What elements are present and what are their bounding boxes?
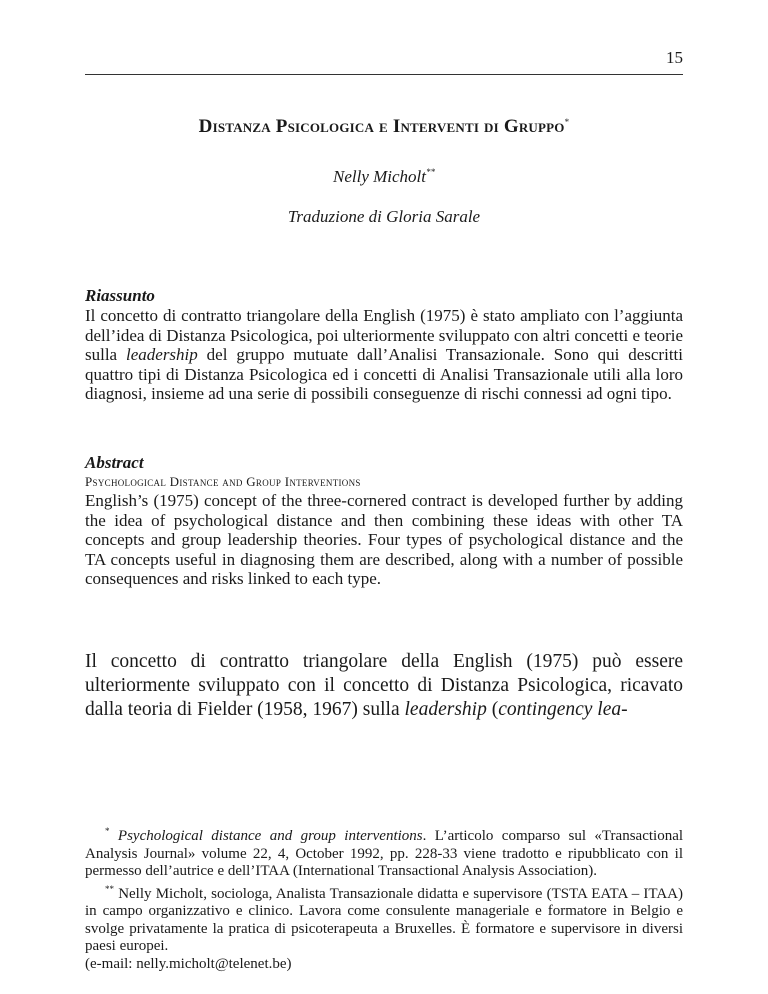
footnote-2-text: Nelly Micholt, sociologa, Analista Transazionale didatta e supervisore (TSTA EATA – ITAA) in campo organizzativo e clinico. Lavora come consulente manageriale e formatore in Belgio e svolge privatamente la pratica di psicoterapeuta a Bruxelles. È formatore e supervisore in diversi paesi europei.: [85, 885, 684, 954]
footnote-1: [85, 823, 683, 881]
author-footnote-mark: **: [426, 167, 435, 177]
riassunto-text-part-1: Il concetto di contratto triangolare della English (1975) è stato ampliato con l’aggiunta dell’idea di Distanza Psicologica, poi ulteriormente sviluppato con altri concetti e teorie sulla: [85, 306, 683, 364]
riassunto-emphasis: leadership: [126, 345, 198, 364]
abstract-section: [85, 453, 683, 589]
footnote-2-mark: **: [105, 883, 114, 894]
abstract-subtitle: Psychological Distance and Group Interventions: [85, 474, 361, 489]
riassunto-section: [85, 286, 683, 404]
body-text-part-1: Il concetto di contratto triangolare della English (1975) può essere ulteriormente sviluppato con il concetto di Distanza Psicologica, ricavato dalla teoria di Fielder (1958, 1967) sulla: [85, 651, 683, 720]
abstract-text: English’s (1975) concept of the three-cornered contract is developed further by adding the idea of psychological distance and then combining these ideas with other TA concepts and group leadership theories. Four types of psychological distance and the TA concepts useful in diagnosing them are described, along with a number of possible consequences and risks linked to each type.: [85, 491, 683, 588]
article-translator: Traduzione di Gloria Sarale: [287, 207, 481, 226]
footnote-2: [85, 881, 683, 956]
article-author: [85, 167, 683, 187]
body-emphasis-1: leadership: [404, 699, 487, 720]
article-title-text: Distanza Psicologica e Interventi di Gruppo: [198, 116, 565, 137]
title-footnote-mark: *: [564, 117, 570, 127]
abstract-heading: Abstract: [85, 453, 144, 472]
footnote-1-mark: *: [105, 826, 110, 836]
riassunto-text-part-2: del gruppo mutuate dall’Analisi Transazionale. Sono qui descritti quattro tipi di Distanza Psicologica ed i concetti di Analisi Transazionale utili alla loro diagnosi, insieme ad una serie di possibili conseguenze di rischi connessi ad ogni tipo.: [85, 345, 683, 403]
footnote-2-email: (e-mail: nelly.micholt@telenet.be): [85, 955, 292, 972]
header-rule: [85, 74, 683, 75]
body-paragraph: [85, 650, 683, 722]
body-section: [85, 650, 683, 722]
article-title: [85, 116, 683, 138]
page-number: 15: [666, 48, 683, 67]
author-name: Nelly Micholt: [332, 167, 426, 186]
footnote-1-title: Psychological distance and group interventions: [117, 828, 423, 844]
body-emphasis-2: contingency lea-: [498, 699, 628, 720]
riassunto-text: [85, 306, 683, 404]
riassunto-heading: Riassunto: [85, 286, 155, 305]
footnote-1-text: . L’articolo comparso sul «Transactional Analysis Journal» volume 22, 4, October 1992, pp. 228-33 viene tradotto e ripubblicato con il permesso dell’autrice e dell’ITAA (International Transactional Analysis Association).: [85, 828, 684, 879]
footnotes-section: [85, 823, 683, 973]
body-text-part-2: (: [486, 699, 499, 720]
